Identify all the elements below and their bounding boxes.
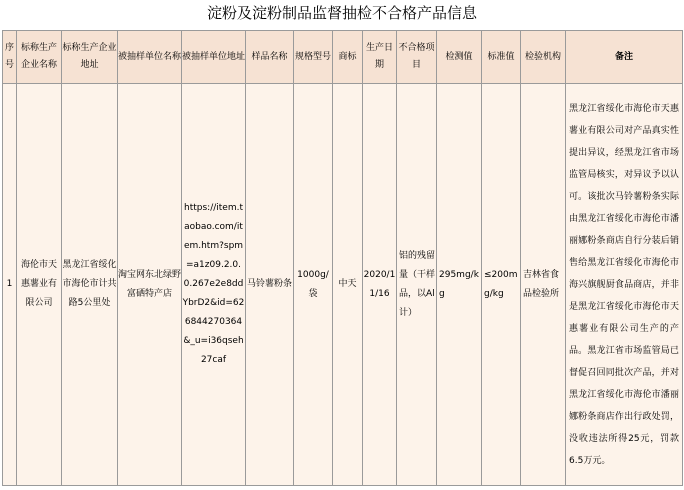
cell-remark: 黑龙江省绥化市海伦市天惠薯业有限公司对产品真实性提出异议，经黑龙江省市场监管局核实，对异议予以认可。该批次马铃薯粉条实际由黑龙江省绥化市海伦市潘丽娜粉条商店自行分装后销售给黑龙江省绥化市海伦市海兴旗舰厨食品商店，并非是黑龙江省绥化市海伦市天惠薯业有限公司生产的产品。黑龙江省市场监管局已督促召回同批次产品，并对黑龙江省绥化市海伦市潘丽娜粉条商店作出行政处罚，没收违法所得25元，罚款6.5万元。 bbox=[566, 84, 683, 486]
cell-brand: 中天 bbox=[333, 84, 363, 486]
cell-index: 1 bbox=[3, 84, 17, 486]
header-spec: 规格型号 bbox=[294, 31, 333, 84]
header-measured: 检测值 bbox=[437, 31, 482, 84]
header-sampled-address: 被抽样单位地址 bbox=[182, 31, 246, 84]
header-failed-item: 不合格项目 bbox=[397, 31, 437, 84]
cell-measured: 295mg/kg bbox=[437, 84, 482, 486]
cell-failed-item: 铝的残留量（干样品，以Al计） bbox=[397, 84, 437, 486]
header-producer-address: 标称生产企业地址 bbox=[62, 31, 118, 84]
cell-sampled-name: 淘宝网东北绿野富硒特产店 bbox=[118, 84, 182, 486]
cell-spec: 1000g/袋 bbox=[294, 84, 333, 486]
header-sample-name: 样品名称 bbox=[246, 31, 294, 84]
header-agency: 检验机构 bbox=[521, 31, 566, 84]
cell-production-date: 2020/11/16 bbox=[363, 84, 397, 486]
header-sampled-name: 被抽样单位名称 bbox=[118, 31, 182, 84]
inspection-table bbox=[2, 30, 683, 486]
cell-standard: ≤200mg/kg bbox=[482, 84, 521, 486]
header-standard: 标准值 bbox=[482, 31, 521, 84]
header-remark: 备注 bbox=[566, 31, 683, 84]
cell-sampled-address: https://item.taobao.com/item.htm?spm=a1z09.2.0.0.267e2e8ddYbrD2&id=626844270364&_u=i36qseh27caf bbox=[182, 84, 246, 486]
header-production-date: 生产日期 bbox=[363, 31, 397, 84]
table-header-row bbox=[3, 31, 683, 84]
cell-producer-address: 黑龙江省绥化市海伦市计共路5公里处 bbox=[62, 84, 118, 486]
header-index: 序号 bbox=[3, 31, 17, 84]
header-brand: 商标 bbox=[333, 31, 363, 84]
cell-sample-name: 马铃薯粉条 bbox=[246, 84, 294, 486]
cell-producer-name: 海伦市天惠薯业有限公司 bbox=[17, 84, 62, 486]
page-title: 淀粉及淀粉制品监督抽检不合格产品信息 bbox=[206, 4, 477, 22]
table-row bbox=[3, 84, 683, 486]
cell-agency: 吉林省食品检验所 bbox=[521, 84, 566, 486]
header-producer-name: 标称生产企业名称 bbox=[17, 31, 62, 84]
